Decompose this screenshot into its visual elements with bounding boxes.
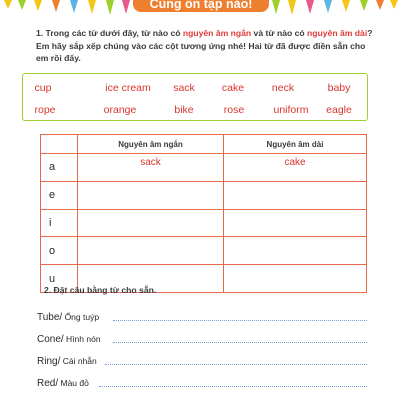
sentence-word-en: Tube/ [37,312,63,323]
vowel-sort-table [40,134,367,293]
long-vowel-cell[interactable] [224,209,367,237]
question-1-part2: và từ nào có [251,28,308,38]
sentence-word-vi: Ống tuýp [62,312,100,322]
word-bank-item: orange [103,104,137,116]
table-row [41,181,367,209]
sentence-word-vi: Hình nón [63,334,101,344]
word-bank-item: ice cream [105,82,151,94]
vowel-label: i [41,209,78,237]
vowel-label: a [41,154,78,182]
answer-line[interactable] [99,386,367,387]
word-bank-item: rope [34,104,56,116]
sentence-line[interactable] [37,307,367,325]
sentence-line[interactable] [37,329,367,347]
table-header-cell [41,135,78,154]
flag-garland-right [272,0,398,15]
long-vowel-cell[interactable] [224,265,367,293]
vowel-label: u [41,265,78,293]
table-row [41,209,367,237]
long-vowel-cell[interactable] [224,181,367,209]
sentence-word-en: Ring/ [37,356,61,367]
answer-line[interactable] [113,342,367,343]
sentence-word-vi: Màu đỏ [58,378,89,388]
sentence-line[interactable] [37,351,367,369]
table-row [41,154,367,182]
short-vowel-cell[interactable]: sack [78,154,224,182]
sentence-line[interactable] [37,373,367,391]
word-bank-item: sack [173,82,195,94]
word-bank-box [22,73,368,121]
word-bank-item: cup [34,82,52,94]
question-2-title: 2. Đặt câu bằng từ cho sẵn. [44,285,157,295]
word-bank-item: bike [174,104,194,116]
question-1-part3: ? Em hãy sắp xếp chúng vào các cột tương ứng nhé! Hai từ đã được điền sẵn cho em rồi đấy. [36,28,373,64]
table-header-long: Nguyên âm dài [224,135,367,154]
section-title: Cùng ôn tập nào! [133,0,269,12]
word-bank-item: neck [271,82,295,94]
short-vowel-cell[interactable] [78,181,224,209]
answer-line[interactable] [105,364,367,365]
long-vowel-cell[interactable] [224,237,367,265]
vowel-label: o [41,237,78,265]
question-1-part1: Trong các từ dưới đây, từ nào có [43,28,183,38]
answer-line[interactable] [113,320,367,321]
word-bank-item: baby [327,82,351,94]
sentence-word-en: Cone/ [37,334,64,345]
short-vowel-cell[interactable] [78,237,224,265]
flag-garland-left [4,0,130,15]
word-bank-item: uniform [273,104,309,116]
question-1-number: 1. [36,28,44,38]
long-vowel-cell[interactable]: cake [224,154,367,182]
word-bank-item: eagle [326,104,352,116]
table-header-short: Nguyên âm ngắn [78,135,224,154]
sentence-word-en: Red/ [37,378,59,389]
table-header-row [41,135,367,154]
sentence-word-vi: Cái nhẫn [60,356,97,366]
short-vowel-cell[interactable] [78,209,224,237]
word-bank-item: cake [221,82,245,94]
short-vowel-highlight: nguyên âm ngắn [182,28,252,38]
table-row [41,237,367,265]
question-1-text [36,27,376,65]
vowel-label: e [41,181,78,209]
word-bank-item: rose [223,104,245,116]
long-vowel-highlight: nguyên âm dài [307,28,368,38]
